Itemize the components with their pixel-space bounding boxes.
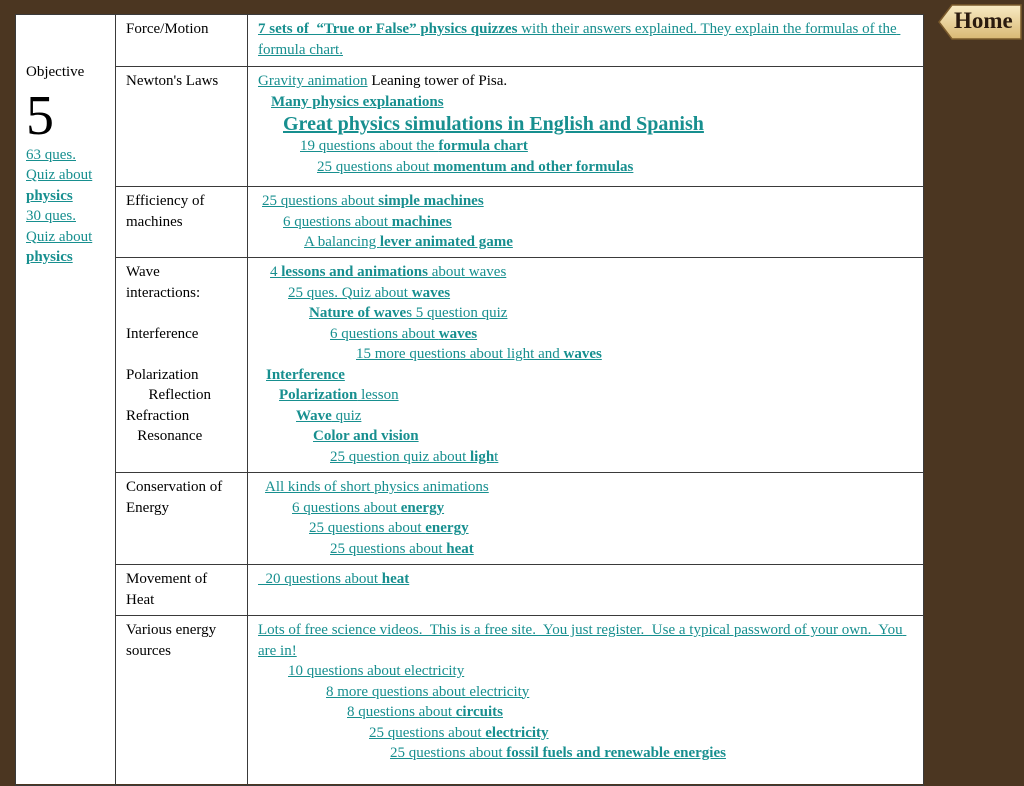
resource-line	[258, 385, 914, 406]
topic-line: Interference	[126, 325, 199, 342]
resource-link[interactable]: formula chart	[438, 138, 528, 154]
resource-line	[258, 539, 914, 560]
resource-link[interactable]: waves	[438, 325, 478, 342]
resource-line	[258, 498, 914, 519]
resource-link[interactable]: lever animated game	[379, 234, 513, 250]
topic-line: Various energy	[126, 622, 217, 638]
resource-link[interactable]: energy	[425, 520, 469, 536]
resource-link[interactable]: All kinds of short physics animations	[265, 479, 489, 495]
topic-line	[126, 344, 238, 365]
resource-line	[258, 365, 914, 386]
resources-cell	[248, 616, 924, 786]
topic-line: Force/Motion	[126, 21, 209, 37]
resource-line	[258, 92, 914, 113]
resource-line	[258, 702, 914, 723]
resource-line	[258, 232, 914, 253]
resource-link[interactable]: 4	[270, 264, 282, 280]
resource-link[interactable]: with their answers explained. They explain the formulas of the formula chart.	[258, 21, 901, 58]
link-text: 30 ques. Quiz about	[26, 208, 93, 245]
topic-line: machines	[126, 213, 183, 230]
resource-line	[258, 71, 914, 92]
resource-link[interactable]: 8 more questions about electricity	[326, 683, 530, 700]
topic-cell	[116, 473, 248, 565]
resource-link[interactable]: circuits	[455, 704, 503, 720]
resource-link[interactable]: 25 questions about	[309, 520, 426, 536]
resource-link[interactable]: s 5 question quiz	[406, 305, 508, 321]
resource-link[interactable]: 10 questions about electricity	[288, 663, 465, 679]
resource-line	[258, 303, 914, 324]
topic-line: Movement of	[126, 571, 208, 587]
resource-line	[258, 324, 914, 345]
resource-link[interactable]: 6 questions about	[330, 325, 439, 342]
resource-line	[258, 682, 914, 703]
resource-link[interactable]: t	[494, 448, 499, 465]
topic-line: Conservation of	[126, 479, 223, 495]
table-row	[16, 565, 924, 616]
resource-link[interactable]: Polarization	[279, 387, 358, 403]
objective-quiz-link[interactable]	[26, 206, 106, 268]
topic-line: Efficiency of	[126, 193, 205, 209]
table-row	[16, 616, 924, 786]
resource-link[interactable]: 25 questions about	[330, 540, 447, 557]
resource-line	[258, 136, 914, 157]
resource-link[interactable]: lesson	[357, 387, 399, 403]
resource-line	[258, 447, 914, 468]
topic-line: Newton's Laws	[126, 73, 219, 89]
objective-cell	[16, 15, 116, 786]
resource-link[interactable]: electricity	[485, 724, 549, 741]
resource-line	[258, 477, 914, 498]
resource-line	[258, 569, 914, 590]
resource-link[interactable]: 20 questions about	[258, 571, 382, 587]
resource-link[interactable]: 25 questions about	[390, 745, 507, 761]
resource-line	[258, 620, 914, 661]
table-row	[16, 67, 924, 187]
topic-line: Refraction	[126, 407, 190, 424]
topic-line: Heat	[126, 591, 155, 608]
resource-line	[258, 283, 914, 304]
objective-number: 5	[26, 84, 54, 147]
resource-link[interactable]: Nature of wave	[309, 305, 407, 321]
resource-line	[258, 661, 914, 682]
resource-line	[258, 19, 914, 60]
resource-line	[258, 723, 914, 744]
topic-line: Reflection	[126, 387, 211, 403]
resource-link[interactable]: 25 question quiz about	[330, 448, 470, 465]
resource-link[interactable]: Great physics simulations in English and Spanish	[283, 113, 704, 135]
resource-link[interactable]: 19 questions about the	[300, 138, 439, 154]
resource-link[interactable]: energy	[400, 499, 445, 516]
table-row	[16, 258, 924, 473]
resource-link[interactable]: lessons and animations	[281, 264, 428, 280]
resource-line	[258, 112, 914, 136]
resources-cell	[248, 565, 924, 616]
resource-link[interactable]: 6 questions about	[292, 499, 401, 516]
resource-line	[258, 344, 914, 365]
objectives-table	[15, 14, 924, 786]
resource-line	[258, 262, 914, 283]
topic-cell	[116, 187, 248, 258]
topic-cell	[116, 565, 248, 616]
resource-link[interactable]: A balancing	[304, 234, 380, 250]
topic-line: Polarization	[126, 366, 199, 383]
link-text-bold: physics	[26, 187, 73, 204]
resource-link[interactable]: waves	[411, 284, 451, 301]
topic-cell	[116, 258, 248, 473]
resources-cell	[248, 67, 924, 187]
resource-link[interactable]: heat	[381, 571, 410, 587]
topic-line: Wave	[126, 264, 160, 280]
resource-link[interactable]: Interference	[266, 366, 345, 383]
table-row	[16, 15, 924, 67]
resources-cell	[248, 15, 924, 67]
resource-link[interactable]: 25 questions about	[262, 193, 379, 209]
home-label: Home	[954, 8, 1013, 33]
resource-link[interactable]: simple machines	[378, 193, 484, 209]
resource-link[interactable]: fossil fuels and renewable energies	[506, 745, 726, 761]
resource-link[interactable]: Color and vision	[313, 428, 419, 444]
resources-cell	[248, 258, 924, 473]
resource-text: Leaning tower of Pisa.	[367, 73, 508, 89]
resources-cell	[248, 187, 924, 258]
topic-cell	[116, 15, 248, 67]
topic-line: sources	[126, 642, 171, 659]
resource-line	[258, 212, 914, 233]
topic-cell	[116, 67, 248, 187]
resource-link[interactable]: quiz	[331, 407, 362, 424]
resource-line	[258, 157, 914, 178]
resource-line	[258, 518, 914, 539]
resource-link[interactable]: 25 questions about	[317, 158, 434, 175]
resource-line	[258, 426, 914, 447]
topic-line	[126, 303, 238, 324]
resource-link[interactable]: 7 sets of “True or False” physics quizzes	[258, 21, 518, 37]
resource-link[interactable]: machines	[391, 213, 452, 230]
resource-link[interactable]: Lots of free science videos. This is a free site. You just register. Use a typical password of your own. You are in!	[258, 622, 907, 659]
resource-line	[258, 191, 914, 212]
resources-cell	[248, 473, 924, 565]
link-text-bold: physics	[26, 249, 73, 265]
resource-link[interactable]: about waves	[427, 264, 507, 280]
resource-line	[258, 406, 914, 427]
link-text: 63 ques. Quiz about	[26, 146, 93, 183]
content-page	[15, 14, 923, 784]
resource-link[interactable]: Many physics explanations	[271, 93, 444, 110]
topic-cell	[116, 616, 248, 786]
resource-link[interactable]: momentum and other formulas	[433, 158, 634, 175]
resource-line	[258, 743, 914, 764]
topic-line: Energy	[126, 499, 170, 516]
topic-line: Resonance	[126, 428, 203, 444]
table-row	[16, 187, 924, 258]
resource-link[interactable]: heat	[446, 540, 474, 557]
resource-link[interactable]: 25 ques. Quiz about	[288, 284, 412, 301]
resource-link[interactable]: Wave	[296, 407, 332, 424]
resource-link[interactable]: Gravity animation	[258, 73, 368, 89]
resource-link[interactable]: ligh	[469, 448, 495, 465]
resource-link[interactable]: 8 questions about	[347, 704, 456, 720]
resource-link[interactable]: 25 questions about	[369, 724, 486, 741]
objective-quiz-link[interactable]	[26, 145, 106, 207]
resource-link[interactable]: 6 questions about	[283, 213, 392, 230]
home-button[interactable]	[938, 2, 1022, 42]
resource-link[interactable]: 15 more questions about light and	[356, 346, 564, 362]
objective-label: Objective	[26, 64, 85, 80]
table-row	[16, 473, 924, 565]
topic-line: interactions:	[126, 284, 201, 301]
resource-link[interactable]: waves	[563, 346, 602, 362]
